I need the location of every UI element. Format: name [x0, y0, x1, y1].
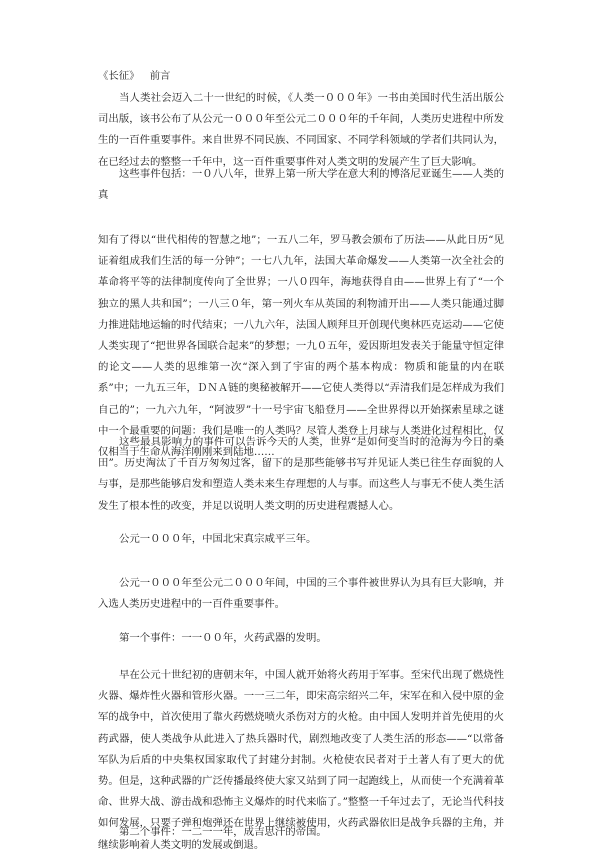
- paragraph-intro: 当人类社会迈入二十一世纪的时候，《人类一０００年》一书由美国时代生活出版公司出版，该书公布了从公元一０００年至公元二０００年的千年间，人类历史进程中所发生的一百件重要事件。来自世界不同民族、不同国家、不同学科领域的学者们共同认为，在已经过去的整整一千年中，这一百件重要事件对人类文明的发展产生了巨大影响。: [98, 92, 504, 168]
- paragraph-gunpowder: 早在公元十世纪初的唐朝末年，中国人就开始将火药用于军事。至宋代出现了燃烧性火器、爆炸性火器和管形火器。一一三二年，即宋高宗绍兴二年，宋军在和入侵中原的金军的战争中，首次使用了靠火药燃烧喷火杀伤对方的火枪。由中国人发明并首先使用的火药武器，使人类战争从此进入了热兵器时代，剧烈地改变了人类生活的形态——“以常备军队为后盾的中央集权国家取代了封建分封制。火枪使农民者对于土著人有了更大的优势。但是，这种武器的广泛传播最终使大家又站到了同一起跑线上，从而使一个充满着革命、世界大战、游击战和恐怖主义爆炸的时代来临了。”整整一千年过去了，无论当代科技如何发展，只要子弹和炮弹还在世界上继续被使用，火药武器依旧是战争兵器的主角，并继续影响着人类文明的发展或倒退。: [98, 669, 504, 851]
- paragraph-events-start: 这些事件包括：一０八八年，世界上第一所大学在意大利的博洛尼亚诞生——人类的真: [98, 168, 504, 202]
- book-title: 《长征》: [98, 70, 140, 82]
- paragraph-first-event: 第一个事件：一一００年，火药武器的发明。: [119, 632, 327, 644]
- paragraph-events-continued: 知有了得以“世代相传的智慧之地”；一五八二年，罗马教会颁布了历法——从此日历“见证着组成我们生活的每一分钟”；一七八九年，法国大革命爆发——人类第一次全社会的革命将平等的法律制度传向了全世界；一八０四年，海地获得自由——世界上有了“一个独立的黑人共和国”；一八三０年，第一列火车从英国的利物浦开出——人类只能通过脚力推进陆地运输的时代结束；一八九六年，法国人顾拜旦开创现代奥林匹克运动——它使人类实现了“把世界各国联合起来”的梦想；一九０五年，爱因斯坦发表关于能量守恒定律的论文——人类的思维第一次“深入到了宇宙的两个基本构成：物质和能量的内在联系”中；一九五三年，ＤＮＡ链的奥秘被解开——它使人类得以“弄清我们是怎样成为我们自己的”；一九六九年，“阿波罗”十一号宇宙飞船登月——全世界得以开始探索星球之谜中一个最重要的问题：我们是唯一的人类吗？尽管人类登上月球与人类进化过程相比，仅仅相当于生命从海洋刚刚来到陆地……: [98, 234, 504, 459]
- paragraph-second-event: 第二个事件：一二一一年，成吉思汗的帝国。: [119, 826, 327, 838]
- paragraph-influence: 这些最具影响力的事件可以告诉今天的人类，世界“是如何变当时的沧海为今日的桑田”。历史淘汰了千百万匆匆过客，留下的是那些能够书写并见证人类已往生存面貌的人与事，是那些能够启发和塑造人类未来生存理想的人与事。而这些人与事无不使人类生活发生了根本性的改变，并足以说明人类文明的历史进程震撼人心。: [98, 436, 504, 512]
- section-title: 前言: [149, 70, 171, 82]
- paragraph-china-events: 公元一０００年至公元二０００年间，中国的三个事件被世界认为具有巨大影响，并入选人类历史进程中的一百件重要事件。: [98, 577, 504, 611]
- header-line: [98, 68, 170, 84]
- paragraph-year-1000: 公元一０００年，中国北宋真宗咸平三年。: [119, 533, 317, 545]
